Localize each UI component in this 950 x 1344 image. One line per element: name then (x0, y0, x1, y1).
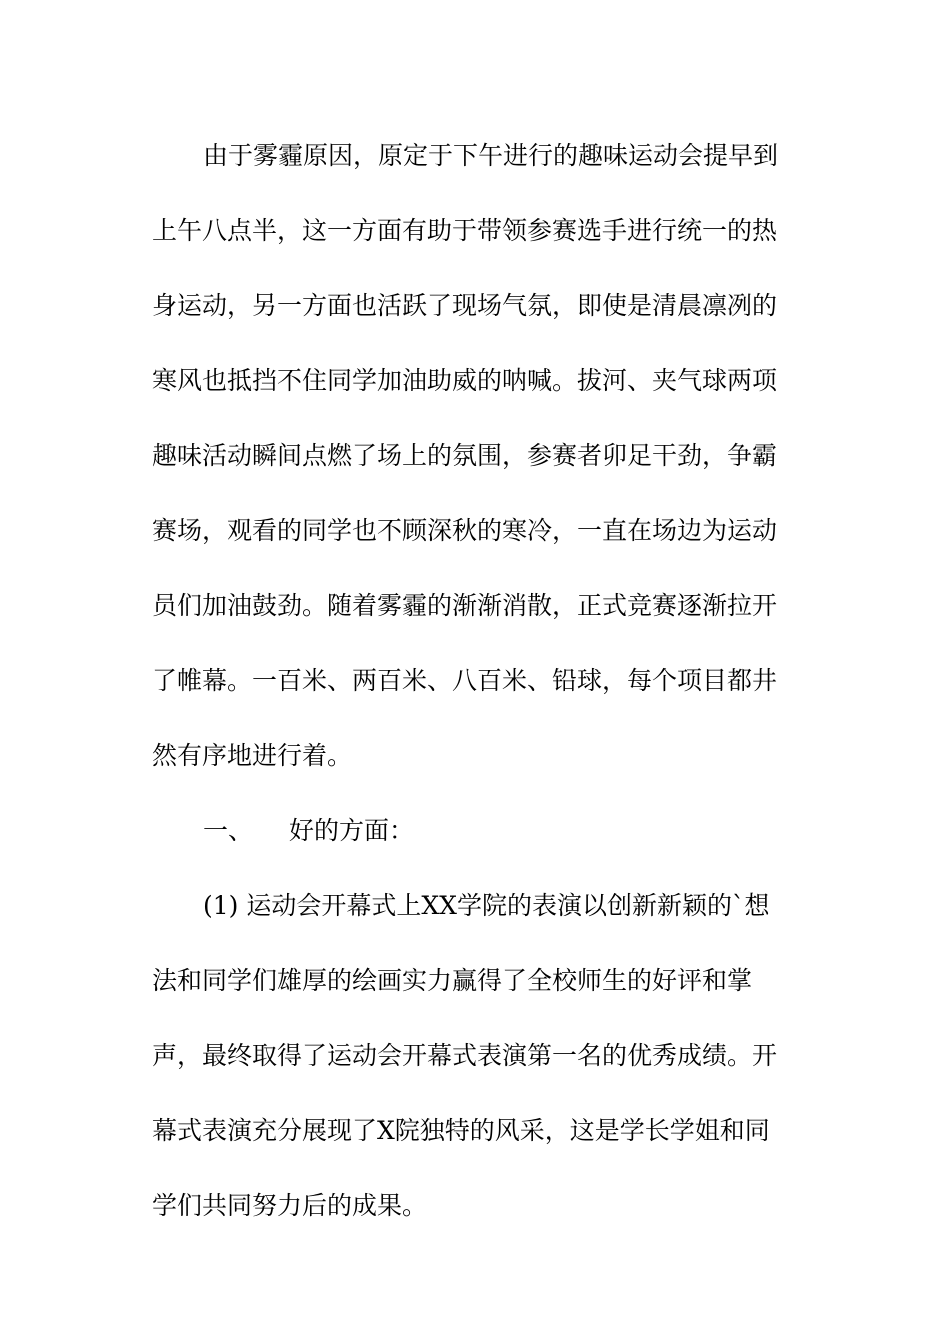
paragraph-line: 声，最终取得了运动会开幕式表演第一名的优秀成绩。开 (152, 1041, 778, 1070)
paragraph-line: 法和同学们雄厚的绘画实力赢得了全校师生的好评和掌 (152, 966, 753, 995)
paragraph-line: 学们共同努力后的成果。 (152, 1191, 428, 1220)
paragraph-line: 赛场，观看的同学也不顾深秋的寒冷，一直在场边为运动 (152, 516, 778, 545)
section-heading (152, 793, 792, 868)
paragraph-line: 了帷幕。一百米、两百米、八百米、铅球，每个项目都井 (152, 666, 778, 695)
section-heading-number: 一、 (203, 816, 254, 845)
paragraph-line: 趣味活动瞬间点燃了场上的氛围，参赛者卯足干劲，争霸 (152, 441, 778, 470)
section-heading-text: 好的方面： (289, 816, 415, 845)
paragraph-line: 然有序地进行着。 (152, 741, 353, 770)
paragraph-line: 幕式表演充分展现了X院独特的风采，这是学长学姐和同 (152, 1116, 770, 1145)
paragraph-point-1 (152, 868, 792, 1243)
paragraph-line: (1) 运动会开幕式上XX学院的表演以创新新颖的`想 (203, 891, 770, 920)
paragraph-intro (152, 118, 792, 793)
document-body (152, 118, 792, 1243)
paragraph-line: 员们加油鼓劲。随着雾霾的渐渐消散，正式竞赛逐渐拉开 (152, 591, 778, 620)
paragraph-line: 上午八点半，这一方面有助于带领参赛选手进行统一的热 (152, 216, 778, 245)
paragraph-line: 由于雾霾原因，原定于下午进行的趣味运动会提早到 (203, 141, 779, 170)
paragraph-line: 寒风也抵挡不住同学加油助威的呐喊。拔河、夹气球两项 (152, 366, 778, 395)
paragraph-line: 身运动，另一方面也活跃了现场气氛，即使是清晨凛冽的 (152, 291, 778, 320)
